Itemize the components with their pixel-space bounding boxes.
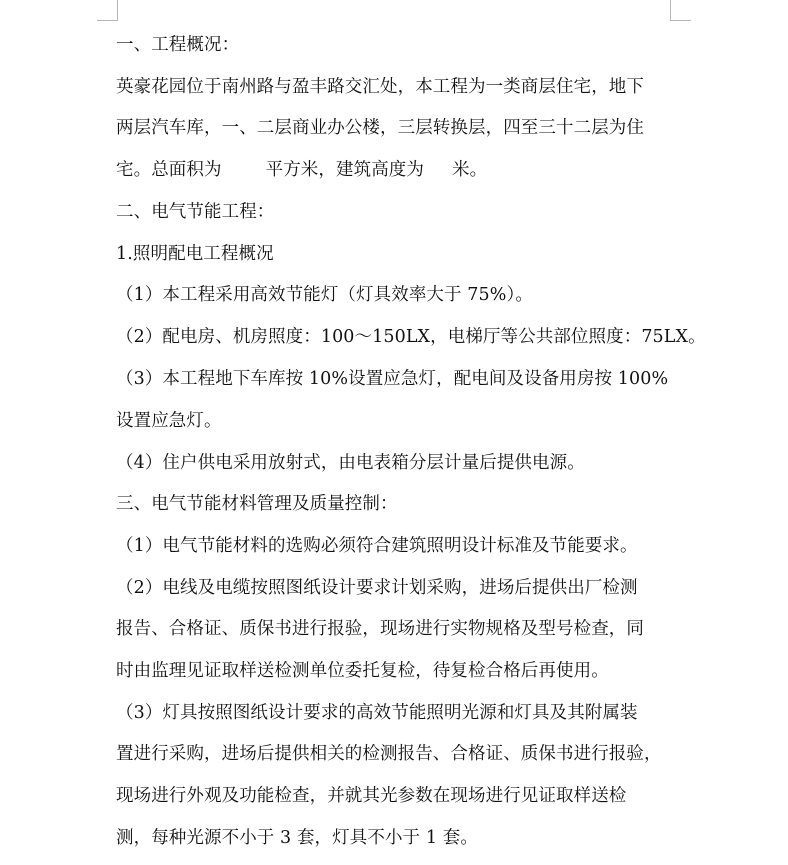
list-item-continuation: 报告、合格证、质保书进行报验，现场进行实物规格及型号检查，同 bbox=[116, 619, 644, 639]
list-item-continuation: 置进行采购，进场后提供相关的检测报告、合格证、质保书进行报验， bbox=[116, 744, 662, 764]
list-item: （2）电线及电缆按照图纸设计要求计划采购，进场后提供出厂检测 bbox=[116, 578, 638, 598]
list-item-continuation: 设置应急灯。 bbox=[116, 411, 222, 431]
section-2-heading: 二、电气节能工程： bbox=[116, 202, 275, 222]
paragraph-line: 两层汽车库，一、二层商业办公楼，三层转换层，四至三十二层为住 bbox=[116, 118, 644, 138]
list-item: （1）本工程采用高效节能灯（灯具效率大于 75%）。 bbox=[116, 285, 533, 305]
list-item: （2）配电房、机房照度：100～150LX，电梯厅等公共部位照度：75LX。 bbox=[116, 327, 706, 347]
paragraph-line: 英豪花园位于南州路与盈丰路交汇处，本工程为一类商层住宅，地下 bbox=[116, 77, 644, 97]
section-1-heading: 一、工程概况： bbox=[116, 35, 240, 55]
list-item: （1）电气节能材料的选购必须符合建筑照明设计标准及节能要求。 bbox=[116, 536, 638, 556]
list-item: （3）本工程地下车库按 10%设置应急灯，配电间及设备用房按 100% bbox=[116, 369, 669, 389]
text-run: 宅。总面积为 bbox=[116, 160, 222, 180]
page-corner-mark-left bbox=[97, 0, 118, 21]
list-item: （4）住户供电采用放射式，由电表箱分层计量后提供电源。 bbox=[116, 453, 585, 473]
list-item-continuation: 测，每种光源不小于 3 套，灯具不小于 1 套。 bbox=[116, 828, 478, 848]
subsection-heading: 1.照明配电工程概况 bbox=[116, 244, 274, 264]
text-run: 平方米，建筑高度为 bbox=[265, 160, 425, 180]
list-item-continuation: 时由监理见证取样送检测单位委托复检，待复检合格后再使用。 bbox=[116, 661, 609, 681]
paragraph-line bbox=[116, 152, 487, 188]
list-item: （3）灯具按照图纸设计要求的高效节能照明光源和灯具及其附属装 bbox=[116, 703, 638, 723]
list-item-continuation: 现场进行外观及功能检查，并就其光参数在现场进行见证取样送检 bbox=[116, 786, 627, 806]
page-corner-mark-right bbox=[670, 0, 691, 21]
text-run: 米。 bbox=[452, 160, 488, 180]
section-3-heading: 三、电气节能材料管理及质量控制： bbox=[116, 494, 398, 514]
